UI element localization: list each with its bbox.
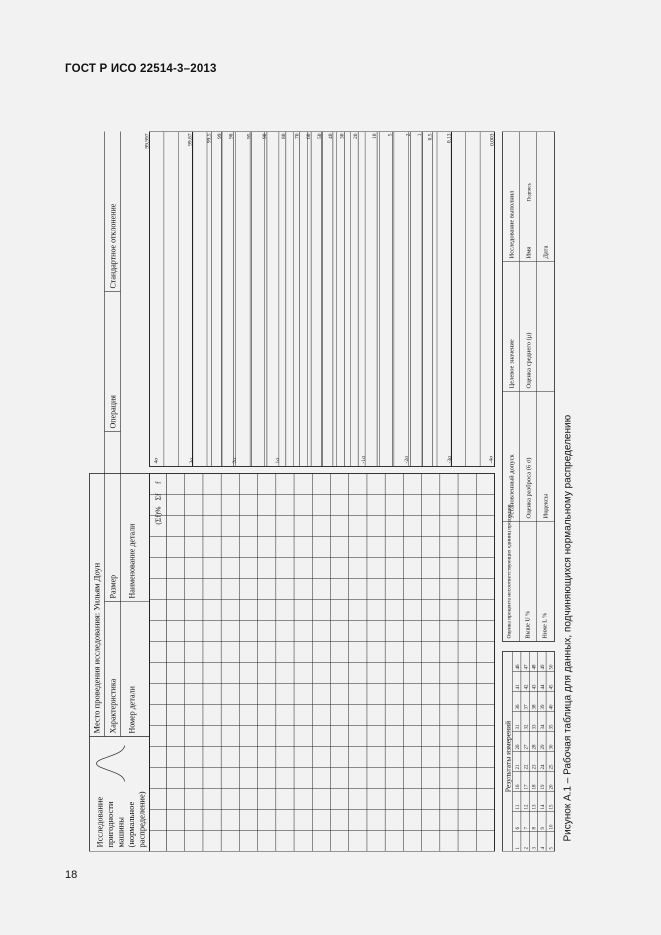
probability-scale-label: 50 — [316, 133, 323, 139]
probability-scale-label: 80 — [280, 133, 287, 139]
results-cell: 40 — [549, 704, 554, 709]
results-cell: 41 — [515, 684, 521, 689]
probability-scale-label: 99,997 — [144, 133, 150, 149]
worksheet-area — [84, 131, 575, 851]
results-cell: 35 — [549, 724, 554, 729]
results-cell: 4 — [540, 846, 546, 849]
signature-label: Подпись — [527, 182, 532, 201]
sigma-label: -3σ — [446, 455, 453, 463]
results-cell: 30 — [549, 744, 554, 749]
results-cell: 19 — [540, 784, 546, 789]
worksheet-title-line: пригодности — [104, 801, 115, 847]
probability-scale-label: 2 — [404, 133, 411, 136]
results-cell: 31 — [515, 724, 521, 729]
sigma-label: -1σ — [360, 455, 367, 463]
results-cell: 20 — [549, 784, 554, 789]
column-sum-f-label: Σf — [153, 493, 162, 500]
characteristic-label: Характеристика — [108, 678, 117, 733]
results-cell: 11 — [515, 804, 521, 809]
document-header: ГОСТ Р ИСО 22514-3–2013 — [65, 63, 217, 75]
results-cell: 23 — [532, 764, 538, 769]
figure-caption: Рисунок А.1 – Рабочая таблица для данных, подчиняющихся нормальному распределению — [562, 414, 573, 841]
probability-scale-label: 95 — [245, 133, 252, 139]
performed-by-label: Исследование выполнил — [508, 190, 515, 258]
results-cell: 25 — [549, 764, 554, 769]
results-cell: 26 — [515, 744, 521, 749]
worksheet-rotated — [84, 131, 575, 851]
sigma-label: 1σ — [274, 457, 281, 463]
results-cell: 45 — [549, 684, 554, 689]
probability-scale-label: 99,5 — [205, 133, 212, 143]
probability-scale-label: 70 — [293, 133, 300, 139]
results-cell: 16 — [515, 784, 521, 789]
results-cell: 7 — [523, 826, 529, 829]
probability-scale-label: 99 — [216, 133, 223, 139]
probability-scale-label: 99,87 — [187, 133, 194, 146]
results-cell: 10 — [549, 824, 554, 829]
results-cell: 27 — [523, 744, 529, 749]
operation-label: Операция — [108, 394, 117, 428]
probability-scale-label: 40 — [327, 133, 334, 139]
results-cell: 8 — [532, 826, 538, 829]
results-cell: 32 — [523, 724, 529, 729]
column-sum-f-pct-label: (Σf)% — [153, 506, 162, 525]
worksheet-title-line: машины — [115, 816, 125, 847]
worksheet-frame — [89, 131, 554, 851]
place-label: Место проведения исследования: Уильям Доун — [91, 562, 101, 733]
name-label: Имя — [525, 246, 532, 258]
probability-scale-label: 90 — [261, 133, 268, 139]
probability-scale-label: 60 — [305, 133, 312, 139]
results-cell: 29 — [540, 744, 546, 749]
results-cell: 37 — [523, 704, 529, 709]
results-cell: 14 — [540, 804, 546, 809]
results-cell: 2 — [523, 846, 529, 849]
results-cell: 42 — [523, 684, 529, 689]
part-name-label: Наименование детали — [127, 523, 136, 598]
probability-scale-label: 0,003 — [489, 133, 495, 146]
results-cell: 22 — [523, 764, 529, 769]
std-dev-label: Стандартное отклонение — [108, 203, 117, 288]
results-cell: 43 — [532, 684, 538, 689]
sigma-label: 4σ — [153, 457, 159, 463]
bell-curve-icon — [96, 745, 124, 781]
probability-scale-label: 5 — [387, 133, 394, 136]
results-cell: 49 — [540, 664, 546, 669]
results-cell: 21 — [515, 764, 521, 769]
date-label: Дата — [542, 245, 549, 258]
results-cell: 12 — [523, 804, 529, 809]
results-cell: 36 — [515, 704, 521, 709]
results-cell: 5 — [549, 846, 554, 849]
below-l-label: Ниже L % — [542, 612, 548, 638]
sigma-label: -2σ — [403, 455, 410, 463]
results-cell: 13 — [532, 804, 538, 809]
results-cell: 6 — [515, 826, 521, 829]
page-number: 18 — [65, 869, 78, 881]
results-cell: 18 — [532, 784, 538, 789]
results-cell: 28 — [532, 744, 538, 749]
size-label: Размер — [108, 574, 117, 598]
column-f-label: f — [153, 481, 162, 484]
results-cell: 15 — [549, 804, 554, 809]
results-cell: 48 — [532, 664, 538, 669]
sigma-label: 2σ — [231, 457, 238, 463]
results-cell: 9 — [540, 826, 546, 829]
results-cell: 46 — [515, 664, 521, 669]
part-number-label: Номер детали — [127, 685, 136, 733]
sigma-label: -4σ — [488, 455, 494, 463]
probability-scale-label: 20 — [352, 133, 359, 139]
results-cell: 38 — [532, 704, 538, 709]
results-cell: 34 — [540, 724, 546, 729]
sigma-label: 3σ — [188, 457, 195, 463]
probability-scale-label: 1 — [416, 133, 423, 136]
data-table — [149, 473, 494, 851]
worksheet-title-line: распределение) — [136, 790, 146, 847]
worksheet-title-line: Исследование — [94, 796, 104, 847]
nonconforming-estimate-label: Оценка процента несоответствующих единиц продукции — [506, 503, 512, 638]
results-cell: 24 — [540, 764, 546, 769]
results-cell: 39 — [540, 704, 546, 709]
worksheet-figure — [84, 131, 575, 851]
probability-scale-label: 0,13 — [445, 133, 452, 143]
index-label: Индексы — [542, 493, 549, 518]
results-cell: 3 — [532, 846, 538, 849]
probability-scale-label: 98 — [228, 133, 235, 139]
probability-scale-label: 10 — [371, 133, 378, 139]
above-u-label: Выше U % — [525, 610, 531, 638]
worksheet-title-line: (нормальное — [125, 801, 136, 847]
probability-scale-label: 30 — [339, 133, 346, 139]
results-cell: 1 — [515, 846, 521, 849]
results-title: Результаты измерений — [503, 720, 512, 792]
tolerance-label: Установленный допуск — [508, 453, 515, 518]
results-cell: 47 — [523, 664, 529, 669]
target-label: Целевое значение — [508, 338, 515, 388]
spread-estimate-label: Оценка разброса (6 σ) — [525, 457, 532, 518]
mean-estimate-label: Оценка среднего (μ) — [525, 332, 532, 388]
results-cell: 33 — [532, 724, 538, 729]
results-cell: 17 — [523, 784, 529, 789]
results-cell: 50 — [549, 664, 554, 669]
probability-scale-label: 0,5 — [427, 133, 434, 140]
results-cell: 44 — [540, 684, 546, 689]
